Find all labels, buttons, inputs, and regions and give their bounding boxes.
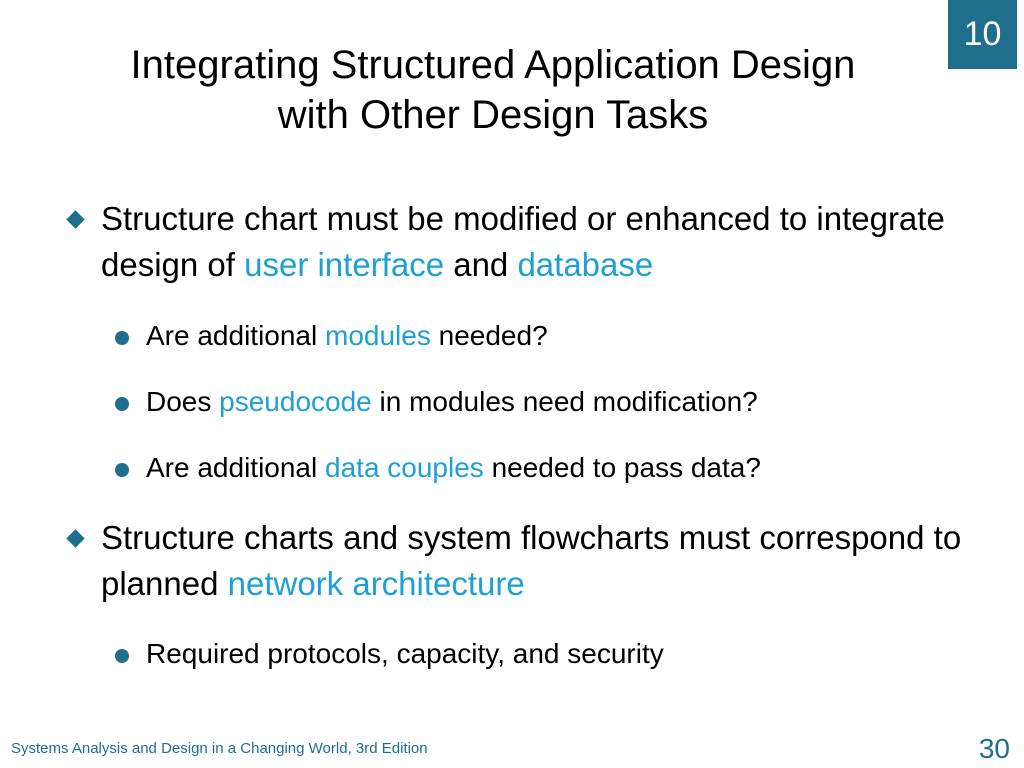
highlight-term: network architecture [227,565,525,602]
diamond-bullet-icon [66,529,84,547]
dot-bullet-icon [115,649,129,663]
chapter-badge [948,0,1017,69]
dot-bullet-icon [115,463,129,477]
highlight-term: pseudocode [219,386,372,417]
chapter-number: 10 [963,15,1002,53]
bullet-item-2 [67,515,977,607]
highlight-term: modules [325,320,431,351]
title-line-2: with Other Design Tasks [277,93,709,137]
diamond-bullet-icon [66,210,84,228]
page-number: 30 [978,733,1010,764]
dot-bullet-icon [115,397,129,411]
sub-bullet-item-4 [113,636,993,672]
highlight-term: user interface [244,246,445,283]
title-line-1: Integrating Structured Application Design [130,43,856,87]
sub-bullet-item-2 [113,384,993,420]
highlight-term: database [517,246,654,283]
bullet-text: Required protocols, capacity, and security [146,638,664,669]
footer-book-title: Systems Analysis and Design in a Changing World, 3rd Edition [11,740,428,757]
bullet-text: Are additional modules needed? [146,320,548,351]
dot-bullet-icon [115,331,129,345]
bullet-text: Structure chart must be modified or enhanced to integrate design of user interface and database [101,200,945,283]
bullet-text: Does pseudocode in modules need modification? [146,386,758,417]
slide-title [40,40,946,140]
sub-bullet-item-3 [113,450,993,486]
bullet-text: Structure charts and system flowcharts must correspond to planned network architecture [101,519,962,602]
bullet-text: Are additional data couples needed to pass data? [146,452,761,483]
sub-bullet-item-1 [113,318,993,354]
highlight-term: data couples [325,452,484,483]
bullet-item-1 [67,196,977,288]
